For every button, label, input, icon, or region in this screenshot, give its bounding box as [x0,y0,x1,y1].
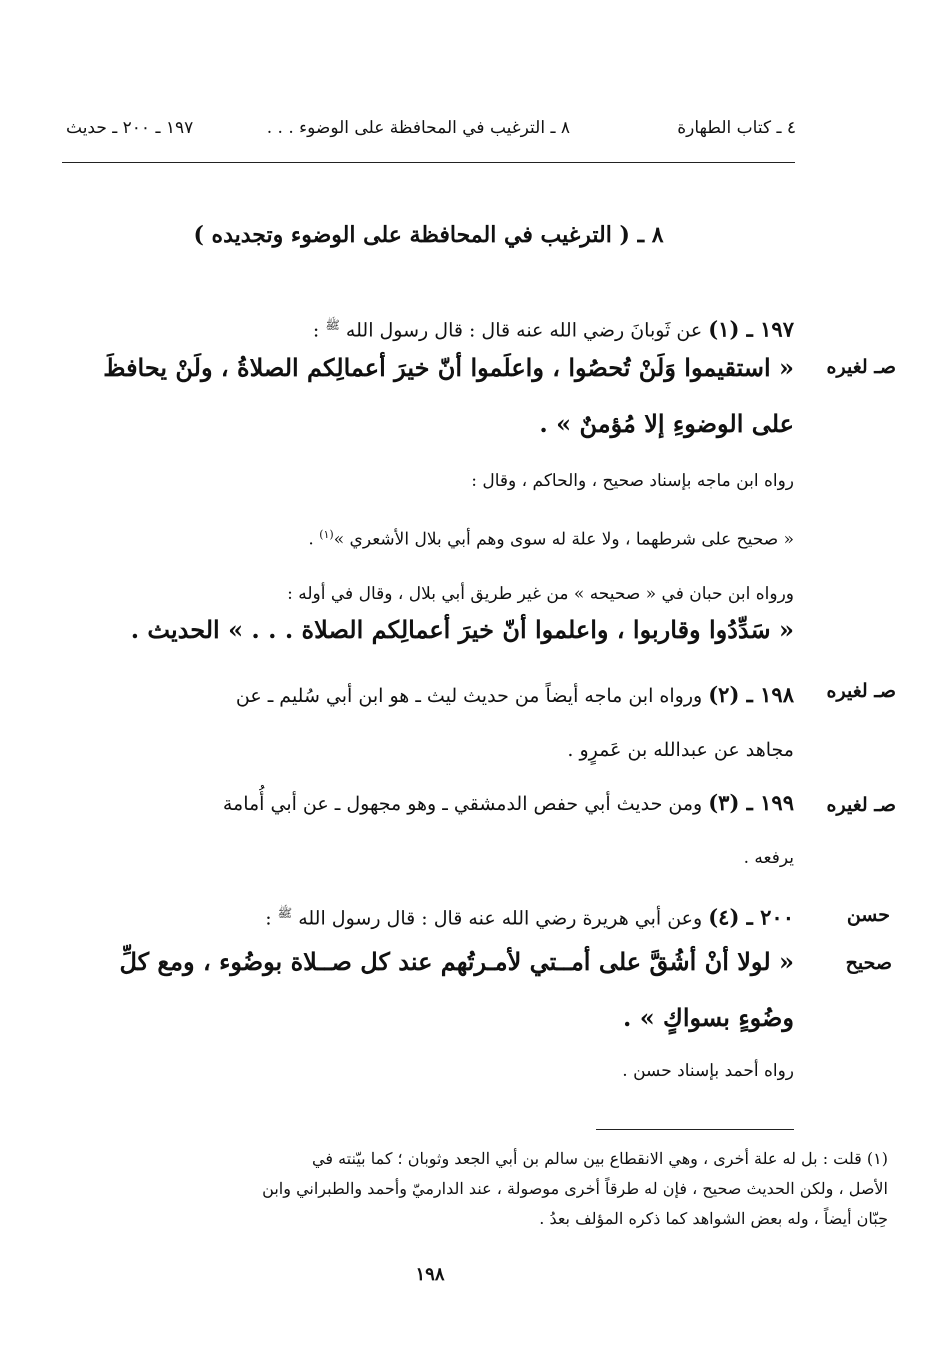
hadith-198 [66,668,794,777]
hadith-200-number: ٢٠٠ ـ (٤) [708,904,794,930]
salla-glyph: ﷺ [277,906,293,920]
header-divider [62,162,795,163]
hadith-199-line-1 [66,776,794,831]
hadith-197-narration-2 [150,508,794,567]
footnote-line-2: الأصل ، ولكن الحديث صحيح ، فإن له طرقاً أخرى موصولة ، عند الدارميّ وأحمد والطبراني وابن [262,1179,888,1198]
hadith-197-narration-2-text: « صحيح على شرطهما ، ولا علة له سوى وهم أبي بلال الأشعري » [333,529,794,550]
hadith-200-text-line-1: « لولا أنْ أشُقَّ على أمــتي لأمـرتُهم عند كل صــلاة بوضُوء ، ومع كلِّ [119,947,794,976]
hadith-199 [66,776,794,885]
hadith-197-text-line-1: « استقيموا وَلَنْ تُحصُوا ، واعلَموا أنّ خيرَ أعمالِكم الصلاةُ ، ولَنْ يحافظَ [103,353,794,382]
hadith-197-text-line-2: على الوضوءِ إلا مُؤمنٌ » . [539,409,794,438]
footnote-line-3: حِبّان أيضاً ، وله بعض الشواهد كما ذكره المؤلف بعدُ . [539,1209,888,1228]
hadith-200-grade-1: حسن [846,904,890,926]
hadith-197-narrations [150,454,794,621]
footnote-divider [596,1129,794,1130]
hadith-199-grade: صـ لغيره [826,794,896,816]
hadith-197-narration-1: رواه ابن ماجه بإسناد صحيح ، والحاكم ، وقال : [471,471,794,491]
footnote-line-1: (١) قلت : بل له علة أخرى ، وهي الانقطاع بين سالم بن أبي الجعد وثوبان ؛ كما بيّنته في [312,1149,888,1168]
hadith-197-isnad: عن ثَوبانَ رضي الله عنه قال : قال رسول الله [345,319,703,342]
hadith-200-grade-2: صحيح [845,952,892,974]
hadith-199-line-2: يرفعه . [743,848,794,868]
running-header [66,114,796,150]
hadith-198-line-2: مجاهد عن عبدالله بن عَمرٍو . [567,739,794,761]
salla-glyph: ﷺ [325,318,340,332]
hadith-200-isnad: وعن أبي هريرة رضي الله عنه قال : قال رسول الله [298,907,703,930]
hadith-197-text [66,340,794,452]
page-number: ١٩٨ [415,1264,445,1285]
hadith-199-text-1: ومن حديث أبي حفص الدمشقي ـ وهو مجهول ـ عن أبي أُمامة [222,793,703,815]
footnote-ref[interactable]: (١) [319,528,334,541]
hadith-197-number: ١٩٧ ـ (١) [708,316,794,342]
hadith-200-text-line-2: وضُوءٍ بسواكٍ » . [622,1003,794,1032]
hadith-197-narration-2-end: . [308,529,314,550]
hadith-200-narration-block [150,1044,794,1098]
hadith-197-quote-line: « سَدِّدُوا وقاربوا ، واعلموا أنّ خيرَ أعمالِكم الصلاة . . . » الحديث . [130,615,794,644]
hadith-200-isnad-end: : [265,907,272,930]
header-chapter: ٤ ـ كتاب الطهارة [677,118,796,138]
hadith-200-text [66,934,794,1046]
header-section: ٨ ـ الترغيب في المحافظة على الوضوء . . . [266,118,570,138]
hadith-199-number: ١٩٩ ـ (٣) [708,790,794,815]
hadith-197-isnad-end: : [312,319,320,342]
hadith-198-grade: صـ لغيره [826,680,896,702]
hadith-198-text-1: ورواه ابن ماجه أيضاً من حديث ليث ـ هو ابن أبي سُليم ـ عن [235,685,703,707]
hadith-198-number: ١٩٨ ـ (٢) [708,682,794,707]
section-title: ٨ ـ ( الترغيب في المحافظة على الوضوء وتجديده ) [193,222,664,248]
hadith-197-narration-3: ورواه ابن حبان في « صحيحه » من غير طريق أبي بلال ، وقال في أوله : [287,583,794,604]
hadith-197-quote [110,602,794,658]
footnote [64,1144,888,1234]
hadith-197-grade: صـ لغيره [826,356,896,378]
header-hadith-range: ١٩٧ ـ ٢٠٠ ـ حديث [66,118,194,138]
hadith-200-narration: رواه أحمد بإسناد حسن . [622,1061,794,1081]
hadith-198-line-1 [66,668,794,723]
